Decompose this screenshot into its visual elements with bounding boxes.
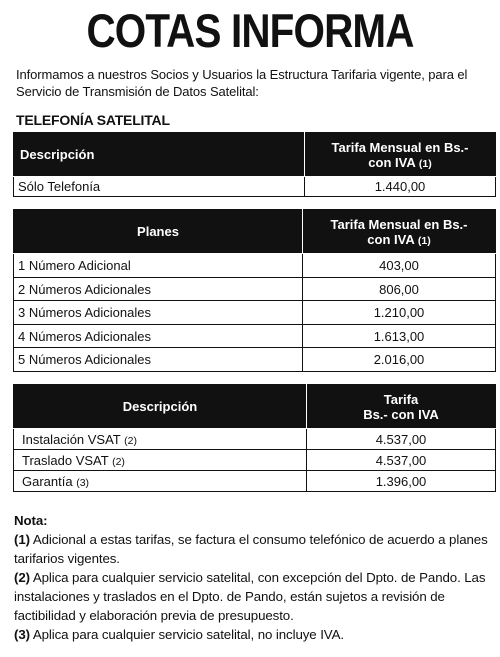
notes-section <box>14 511 496 644</box>
table2-row-value: 2.016,00 <box>303 348 496 372</box>
table1-header-tariff: Tarifa Mensual en Bs.- con IVA (1) <box>305 133 496 177</box>
table2-header-plans: Planes <box>14 210 303 254</box>
notes-heading: Nota: <box>14 513 48 528</box>
section-title: TELEFONÍA SATELITAL <box>16 112 170 128</box>
table2-row-desc: 3 Números Adicionales <box>14 301 303 325</box>
table-row <box>14 429 496 450</box>
table3-row-value: 4.537,00 <box>307 429 496 450</box>
table2-row-desc: 5 Números Adicionales <box>14 348 303 372</box>
table-row <box>14 254 496 278</box>
table3-row-desc: Garantía (3) <box>14 471 307 492</box>
note-item <box>14 530 496 568</box>
table1-row-value: 1.440,00 <box>305 177 496 197</box>
plans-table <box>13 209 496 372</box>
table3-row-value: 1.396,00 <box>307 471 496 492</box>
table2-row-desc: 1 Número Adicional <box>14 254 303 278</box>
table-row <box>14 325 496 348</box>
services-table <box>13 384 496 492</box>
table-row <box>14 348 496 372</box>
table2-row-value: 403,00 <box>303 254 496 278</box>
note-text: Aplica para cualquier servicio satelital, no incluye IVA. <box>29 627 344 642</box>
table3-row-desc: Instalación VSAT (2) <box>14 429 307 450</box>
note-mark: (2) <box>14 570 30 585</box>
table2-row-desc: 2 Números Adicionales <box>14 278 303 301</box>
table3-header-description: Descripción <box>14 385 307 429</box>
note-mark: (3) <box>14 627 30 642</box>
table2-header-tariff: Tarifa Mensual en Bs.- con IVA (1) <box>303 210 496 254</box>
intro-text: Informamos a nuestros Socios y Usuarios la Estructura Tarifaria vigente, para el Servicio de Transmisión de Datos Satelital: <box>16 67 468 99</box>
table1-header-description: Descripción <box>14 133 305 177</box>
table2-row-value: 1.613,00 <box>303 325 496 348</box>
table-row <box>14 278 496 301</box>
note-mark: (1) <box>14 532 30 547</box>
table3-row-desc: Traslado VSAT (2) <box>14 450 307 471</box>
table-row <box>14 177 496 197</box>
note-text: Aplica para cualquier servicio satelital, con excepción del Dpto. de Pando. Las instalaciones y traslados en el Dpto. de Pando, están sujetos a revisión de factibilidad y elaboración previa de presupuesto. <box>14 570 486 623</box>
table2-row-value: 1.210,00 <box>303 301 496 325</box>
note-item <box>14 625 496 644</box>
table3-header-tariff: Tarifa Bs.- con IVA <box>307 385 496 429</box>
note-item <box>14 568 496 625</box>
table1-row-desc: Sólo Telefonía <box>14 177 305 197</box>
note-text: Adicional a estas tarifas, se factura el consumo telefónico de acuerdo a planes tarifarios vigentes. <box>14 532 488 566</box>
table-row <box>14 471 496 492</box>
table2-row-desc: 4 Números Adicionales <box>14 325 303 348</box>
table-row <box>14 450 496 471</box>
telephony-table <box>13 132 496 197</box>
table2-row-value: 806,00 <box>303 278 496 301</box>
page-title: COTAS INFORMA <box>86 4 414 57</box>
table-row <box>14 301 496 325</box>
table3-row-value: 4.537,00 <box>307 450 496 471</box>
